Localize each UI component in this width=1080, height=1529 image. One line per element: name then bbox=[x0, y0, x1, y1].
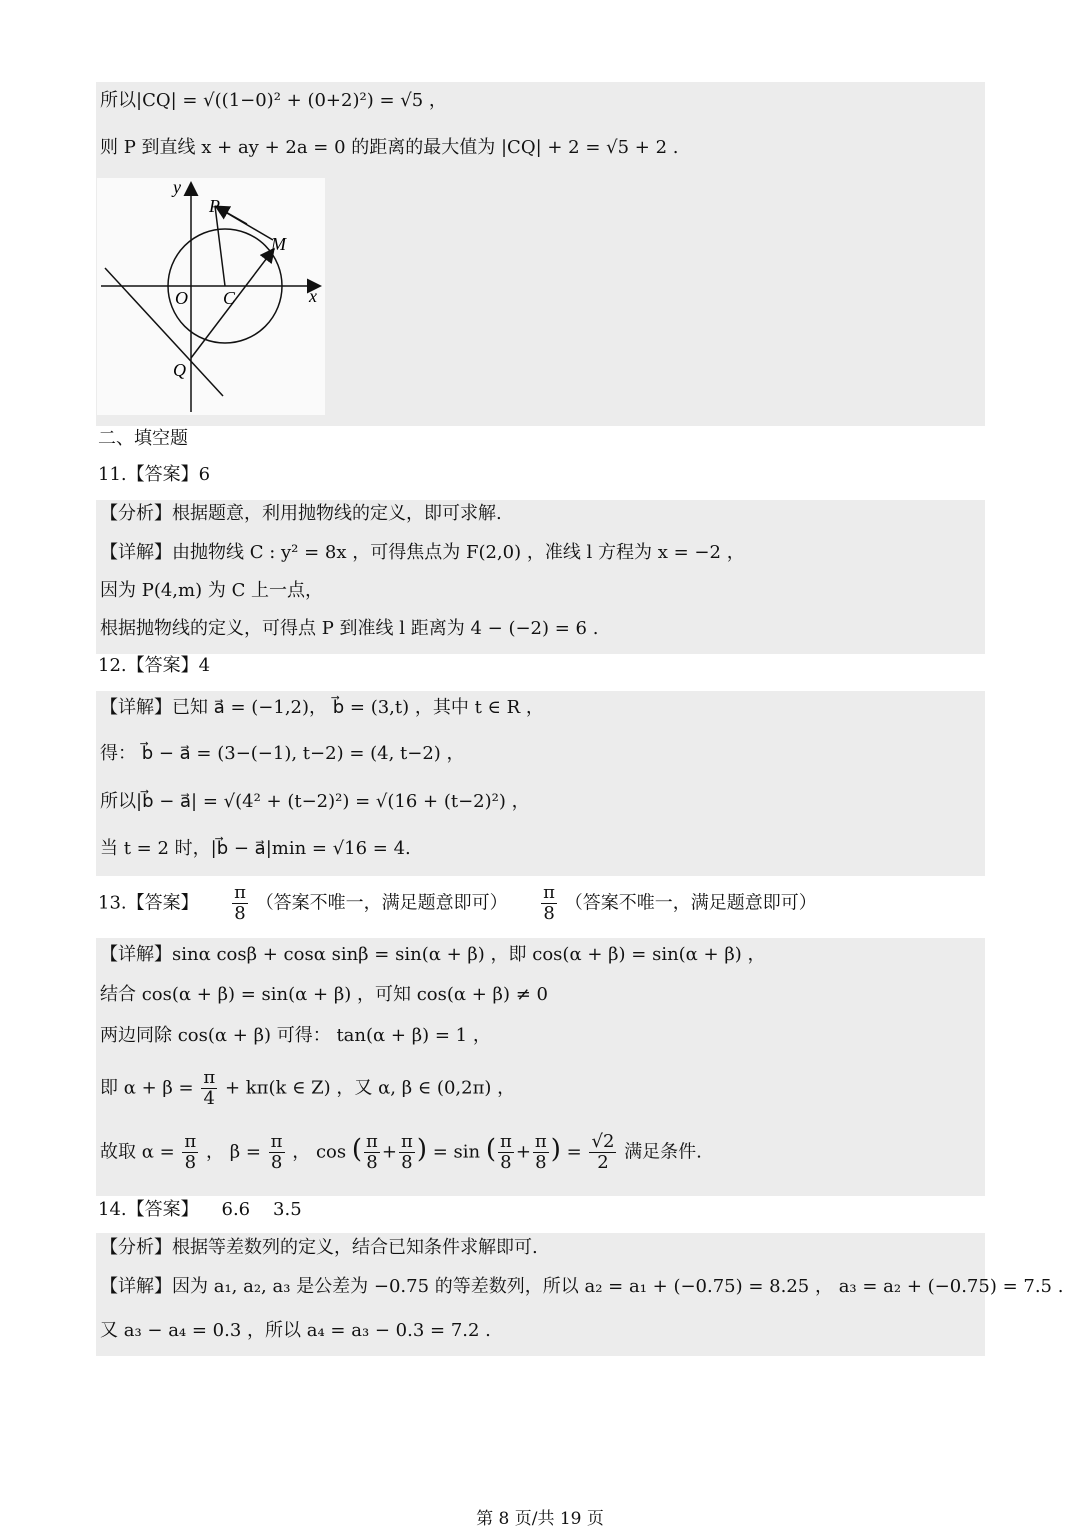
fraction-pi-8: $\frac{\pi}{8}$ bbox=[543, 882, 555, 924]
fraction-pi-8: $\frac{\pi}{8}$ bbox=[234, 882, 246, 924]
detail-line: 【详解】因为 a₁, a₂, a₃ 是公差为 −0.75 的等差数列，所以 a₂ = a₁ + (−0.75) = 8.25 ， a₃ = a₂ + (−0.75) = 7.5 . bbox=[100, 1276, 1064, 1297]
answer-note: （答案不唯一，满足题意即可） bbox=[564, 892, 817, 914]
fraction-pi-8: $\frac{\pi}{8}$ bbox=[270, 1131, 283, 1173]
answer-line-q11: 11.【答案】6 bbox=[98, 464, 211, 485]
detail-line: 结合 cos(α + β) = sin(α + β) ，可知 cos(α + β) ≠ 0 bbox=[100, 984, 548, 1005]
label-c: C bbox=[223, 288, 236, 308]
detail-line: 两边同除 cos(α + β) 可得： tan(α + β) = 1 ， bbox=[100, 1025, 491, 1046]
fraction-pi-8: $\frac{\pi}{8}$ bbox=[499, 1131, 512, 1173]
answer-line-q13 bbox=[98, 883, 817, 924]
detail-line: 【详解】已知 a⃗ = (−1,2)， b⃗ = (3,t) ，其中 t ∈ R ， bbox=[100, 697, 544, 718]
label-q: Q bbox=[173, 360, 186, 380]
fraction-pi-4: $\frac{\pi}{4}$ bbox=[203, 1067, 216, 1109]
detail-line: 得： b⃗ − a⃗ = (3−(−1), t−2) = (4, t−2) ， bbox=[100, 743, 465, 764]
geometry-figure bbox=[97, 178, 325, 415]
label-y: y bbox=[173, 178, 181, 197]
arrow-p bbox=[217, 207, 247, 224]
analysis-line: 【分析】根据题意，利用抛物线的定义，即可求解. bbox=[100, 503, 502, 524]
answer-label: 13.【答案】 bbox=[98, 892, 199, 914]
detail-line: 当 t = 2 时，|b⃗ − a⃗|min = √16 = 4. bbox=[100, 838, 411, 859]
label-o: O bbox=[175, 288, 188, 308]
fraction-pi-8: $\frac{\pi}{8}$ bbox=[400, 1131, 413, 1173]
answer-note: （答案不唯一，满足题意即可） bbox=[255, 892, 508, 914]
text-line: 所以|CQ| = √((1−0)² + (0+2)²) = √5 ， bbox=[100, 90, 447, 111]
detail-line: 即 α + β = $\frac{\pi}{4}$ + kπ(k ∈ Z) ，又 α, β ∈ (0,2π) ， bbox=[100, 1067, 516, 1109]
section-title: 二、填空题 bbox=[98, 428, 188, 449]
detail-line: 【详解】由抛物线 C : y² = 8x ，可得焦点为 F(2,0) ，准线 l 方程为 x = −2 ， bbox=[100, 542, 745, 563]
fraction-pi-8: $\frac{\pi}{8}$ bbox=[184, 1131, 197, 1173]
answer-line-q14: 14.【答案】 6.6 3.5 bbox=[98, 1199, 302, 1220]
segment-cp bbox=[215, 206, 225, 286]
line-l bbox=[105, 268, 223, 396]
fraction-pi-8: $\frac{\pi}{8}$ bbox=[366, 1131, 378, 1173]
label-m: M bbox=[271, 234, 286, 254]
analysis-line: 【分析】根据等差数列的定义，结合已知条件求解即可. bbox=[100, 1237, 538, 1258]
text-line: 则 P 到直线 x + ay + 2a = 0 的距离的最大值为 |CQ| + 2 = √5 + 2 . bbox=[100, 137, 679, 158]
detail-line: 根据抛物线的定义，可得点 P 到准线 l 距离为 4 − (−2) = 6 . bbox=[100, 618, 599, 639]
detail-line: 【详解】sinα cosβ + cosα sinβ = sin(α + β) ，即 cos(α + β) = sin(α + β) ， bbox=[100, 944, 766, 965]
fraction-pi-8: $\frac{\pi}{8}$ bbox=[534, 1131, 547, 1173]
answer-line-q12: 12.【答案】4 bbox=[98, 655, 211, 676]
page-footer: 第 8 页/共 19 页 bbox=[476, 1509, 604, 1529]
label-x: x bbox=[309, 286, 317, 306]
detail-line: 又 a₃ − a₄ = 0.3 ，所以 a₄ = a₃ − 0.3 = 7.2 . bbox=[100, 1320, 491, 1341]
fraction-sqrt2-2: $\frac{√2}{2}$ bbox=[591, 1131, 615, 1173]
label-p: P bbox=[209, 196, 220, 216]
detail-line: 故取 α = $\frac{\pi}{8}$ ， β = $\frac{\pi}{8}$ ， cos ( $\frac{\pi}{8}$ + $\frac{\pi}{8}$ ) = sin ( $\frac{\pi}{8}$ + $\frac{\pi}{8}$ ) = $\frac{√2}{2}$ 满足条件. bbox=[100, 1131, 702, 1173]
detail-line: 因为 P(4,m) 为 C 上一点， bbox=[100, 580, 324, 601]
figure-svg bbox=[97, 178, 325, 415]
detail-line: 所以|b⃗ − a⃗| = √(4² + (t−2)²) = √(16 + (t−2)²) ， bbox=[100, 791, 530, 812]
